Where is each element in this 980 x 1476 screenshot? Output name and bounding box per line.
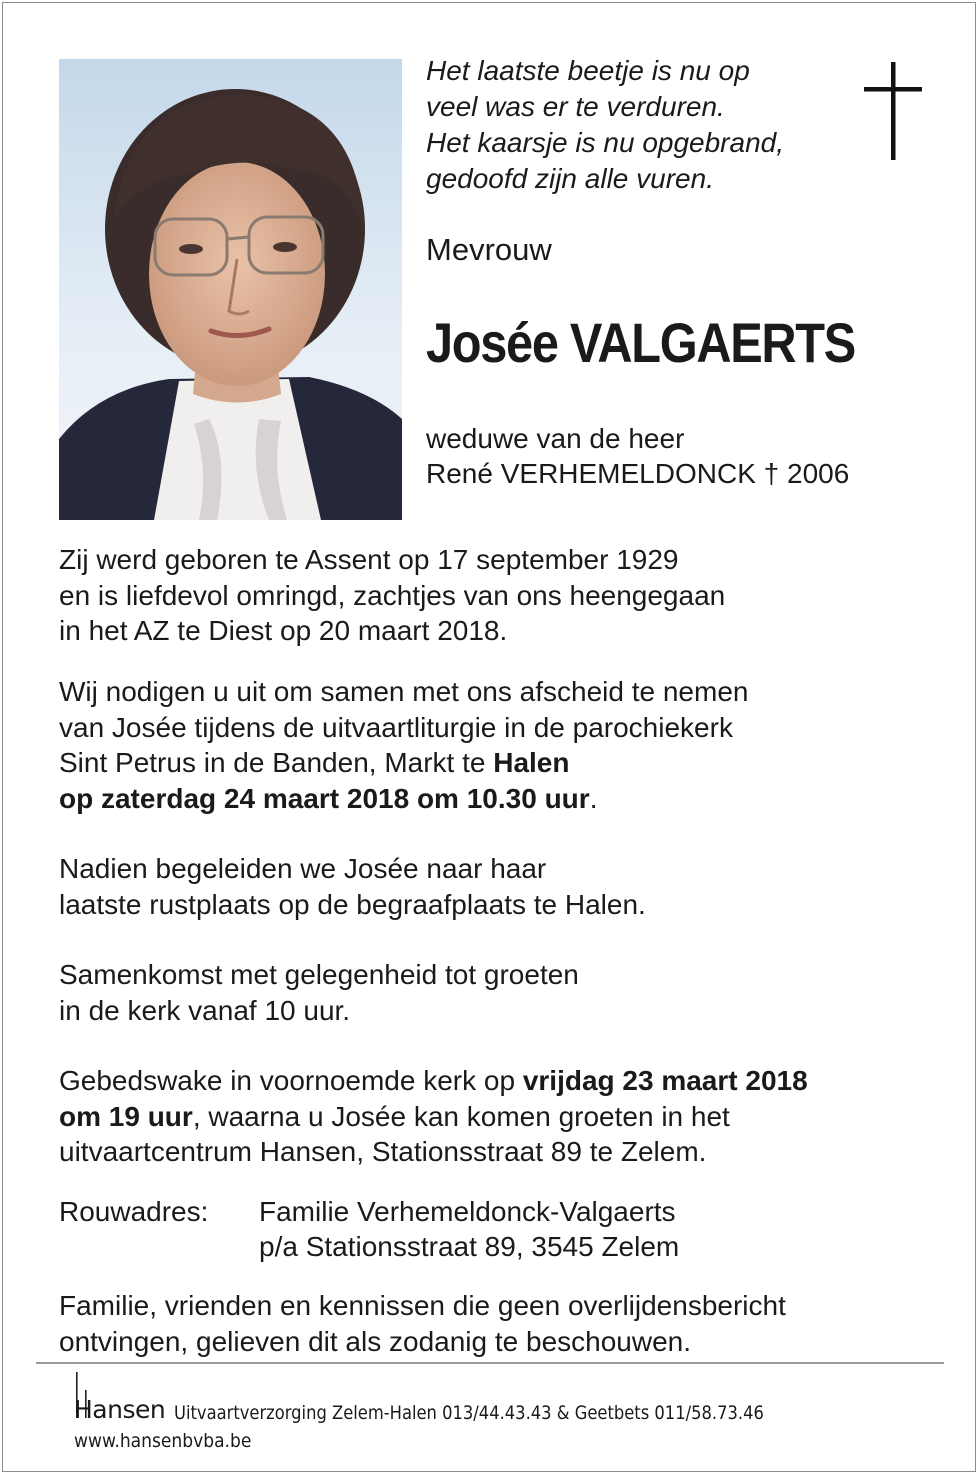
text-line [59,1099,808,1135]
text-line: Zij werd geboren te Assent op 17 september 1929 [59,544,679,575]
text-line: laatste rustplaats op de begraafplaats te Halen. [59,888,646,920]
vigil-paragraph [59,1063,808,1170]
footer-divider [36,1362,944,1364]
text-line: van Josée tijdens de uitvaartliturgie in de parochiekerk [59,711,733,743]
text-line: Familie, vrienden en kennissen die geen overlijdensbericht [59,1290,786,1321]
text-line: en is liefdevol omringd, zachtjes van ons heengegaan [59,579,726,611]
gathering-paragraph [59,957,579,1028]
burial-paragraph [59,851,646,922]
closing-paragraph [59,1288,786,1359]
text-line: in de kerk vanaf 10 uur. [59,994,351,1026]
widow-line: René VERHEMELDONCK † 2006 [426,458,850,489]
address-line: Familie Verhemeldonck-Valgaerts [259,1196,676,1227]
text-segment: , waarna u Josée kan komen groeten in het [192,1100,730,1132]
poem-line: Het laatste beetje is nu op [426,55,750,86]
funeral-date: op zaterdag 24 maart 2018 om 10.30 uur [59,782,590,814]
deceased-name: Josée VALGAERTS [426,311,855,374]
text-line: Wij nodigen u uit om samen met ons afscheid te nemen [59,676,749,707]
text-line: ontvingen, gelieven dit als zodanig te beschouwen. [59,1325,691,1357]
address-label: Rouwadres: [59,1196,209,1227]
funeral-place: Halen [493,747,570,778]
poem-line: Het kaarsje is nu opgebrand, [426,127,784,158]
funeral-home-info: Uitvaartverzorging Zelem-Halen 013/44.43.43 & Geetbets 011/58.73.46 [174,1402,764,1424]
address-lines [259,1194,679,1264]
text-line: Nadien begeleiden we Josée naar haar [59,853,547,884]
cross-icon [864,62,922,160]
text-line [59,781,748,817]
poem-line: veel was er te verduren. [426,91,725,122]
text-line [59,1063,808,1099]
text-segment: Sint Petrus in de Banden, Markt te [59,747,494,778]
vigil-date: vrijdag 23 maart 2018 [522,1065,808,1096]
poem-line: gedoofd zijn alle vuren. [426,163,714,194]
funeral-paragraph [59,674,748,816]
text-segment: . [589,782,598,814]
text-segment: Gebedswake in voornoemde kerk op [59,1065,523,1096]
address-line: p/a Stationsstraat 89, 3545 Zelem [259,1231,680,1262]
text-line: in het AZ te Diest op 20 maart 2018. [59,615,508,646]
website-link[interactable]: www.hansenbvba.be [74,1430,252,1452]
text-line [59,745,748,781]
text-line: uitvaartcentrum Hansen, Stationsstraat 89 te Zelem. [59,1136,707,1167]
text-line: Samenkomst met gelegenheid tot groeten [59,959,579,990]
memorial-poem [426,53,846,197]
widow-line: weduwe van de heer [426,423,685,454]
portrait-photo [59,59,402,520]
funeral-home-brand: Hansen [74,1395,166,1424]
birth-death-paragraph [59,542,725,649]
vigil-time: om 19 uur [59,1100,193,1132]
honorific: Mevrouw [426,232,552,267]
widow-of [426,421,849,491]
